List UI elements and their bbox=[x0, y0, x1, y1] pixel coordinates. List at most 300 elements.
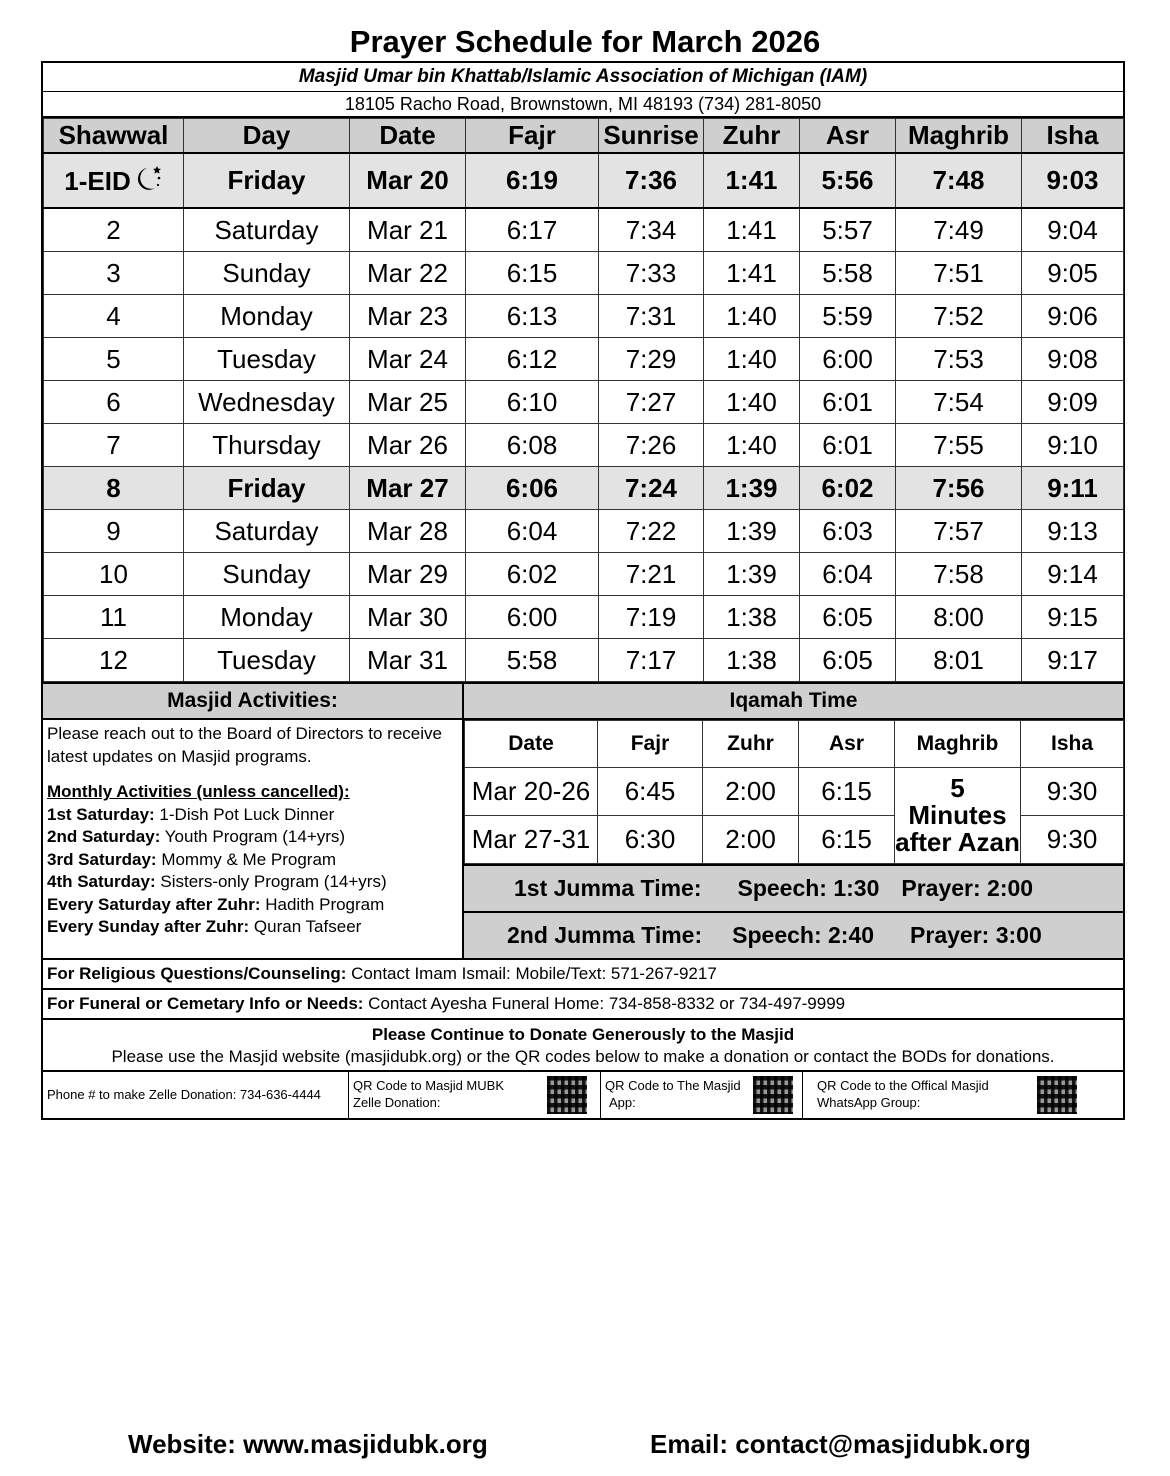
shawwal-value: 3 bbox=[106, 257, 121, 288]
cell-date bbox=[350, 424, 466, 467]
schedule-row bbox=[44, 252, 1124, 295]
cell-asr bbox=[800, 639, 896, 682]
activities-heading: Masjid Activities: bbox=[43, 684, 462, 720]
day-value: Tuesday bbox=[217, 343, 316, 374]
zuhr-value: 1:38 bbox=[726, 601, 777, 632]
cell-fajr bbox=[466, 553, 599, 596]
activity-text: Sisters-only Program (14+yrs) bbox=[155, 872, 387, 891]
cell-day bbox=[184, 553, 350, 596]
maghrib-value: 8:01 bbox=[933, 644, 984, 675]
sunrise-value: 7:27 bbox=[625, 386, 677, 417]
maghrib-note-line: after Azan bbox=[895, 827, 1020, 857]
cell-sunrise bbox=[599, 338, 704, 381]
activity-item bbox=[47, 826, 458, 849]
sunrise-value: 7:26 bbox=[625, 429, 677, 460]
cell-day bbox=[184, 467, 350, 510]
iqamah-panel bbox=[464, 684, 1123, 958]
footer-email[interactable]: Email: contact@masjidubk.org bbox=[650, 1429, 1031, 1459]
maghrib-note-line: 5 bbox=[950, 773, 965, 803]
activity-item bbox=[47, 916, 458, 939]
shawwal-value: 6 bbox=[106, 386, 121, 417]
isha-value: 9:04 bbox=[1047, 214, 1098, 245]
cell-date bbox=[350, 295, 466, 338]
iqamah-isha: 9:30 bbox=[1021, 816, 1124, 864]
isha-value: 9:10 bbox=[1047, 429, 1098, 460]
fajr-value: 6:08 bbox=[506, 429, 558, 460]
cell-maghrib bbox=[896, 252, 1022, 295]
maghrib-value: 7:54 bbox=[933, 386, 984, 417]
isha-value: 9:15 bbox=[1047, 601, 1098, 632]
qr-whatsapp-cell bbox=[803, 1072, 1123, 1118]
cell-shawwal bbox=[44, 381, 184, 424]
cell-shawwal bbox=[44, 639, 184, 682]
cell-isha bbox=[1022, 639, 1124, 682]
schedule-row bbox=[44, 338, 1124, 381]
cell-maghrib bbox=[896, 553, 1022, 596]
iqamah-zuhr: 2:00 bbox=[703, 816, 799, 864]
fajr-value: 6:17 bbox=[506, 214, 558, 245]
cell-date bbox=[350, 252, 466, 295]
date-value: Mar 26 bbox=[367, 429, 448, 460]
cell-fajr bbox=[466, 596, 599, 639]
shawwal-value: 7 bbox=[106, 429, 121, 460]
date-value: Mar 24 bbox=[367, 343, 448, 374]
date-value: Mar 20 bbox=[366, 165, 449, 195]
religious-contact bbox=[43, 958, 1123, 988]
schedule-header-row bbox=[44, 119, 1124, 154]
fajr-value: 6:04 bbox=[506, 515, 558, 546]
asr-value: 6:04 bbox=[822, 558, 873, 589]
activity-item bbox=[47, 871, 458, 894]
cell-fajr bbox=[466, 424, 599, 467]
cell-day bbox=[184, 424, 350, 467]
day-value: Thursday bbox=[212, 429, 321, 460]
fajr-value: 6:02 bbox=[506, 558, 558, 589]
footer-website[interactable]: Website: www.masjidubk.org bbox=[128, 1429, 488, 1459]
isha-value: 9:03 bbox=[1046, 165, 1099, 195]
asr-value: 5:59 bbox=[822, 300, 873, 331]
cell-asr bbox=[800, 510, 896, 553]
cell-date bbox=[350, 208, 466, 252]
fajr-value: 5:58 bbox=[506, 644, 558, 675]
cell-fajr bbox=[466, 338, 599, 381]
cell-zuhr bbox=[704, 639, 800, 682]
cell-date bbox=[350, 639, 466, 682]
iqamah-col-header: Zuhr bbox=[703, 721, 799, 768]
maghrib-value: 7:48 bbox=[932, 165, 985, 195]
shawwal-value: 10 bbox=[99, 558, 128, 589]
jumma-label: 2nd Jumma Time: bbox=[507, 922, 703, 948]
schedule-row bbox=[44, 510, 1124, 553]
shawwal-value: 12 bbox=[99, 644, 128, 675]
cell-zuhr bbox=[704, 153, 800, 208]
activity-text: Hadith Program bbox=[260, 894, 385, 914]
isha-value: 9:17 bbox=[1047, 644, 1098, 675]
cell-maghrib bbox=[896, 381, 1022, 424]
activity-label: 4th Saturday: bbox=[47, 872, 156, 891]
iqamah-date: Mar 27-31 bbox=[465, 816, 598, 864]
cell-isha bbox=[1022, 208, 1124, 252]
cell-zuhr bbox=[704, 381, 800, 424]
cell-sunrise bbox=[599, 467, 704, 510]
schedule-row bbox=[44, 381, 1124, 424]
cell-asr bbox=[800, 596, 896, 639]
asr-value: 5:58 bbox=[822, 257, 873, 288]
jumma-row-1 bbox=[464, 864, 1123, 911]
date-value: Mar 31 bbox=[367, 644, 448, 675]
cell-isha bbox=[1022, 252, 1124, 295]
cell-maghrib bbox=[896, 510, 1022, 553]
jumma-speech: Speech: 2:40 bbox=[732, 922, 875, 948]
shawwal-value: 5 bbox=[106, 343, 121, 374]
qr-label-line: QR Code to the Offical Masjid bbox=[817, 1078, 989, 1093]
date-value: Mar 25 bbox=[367, 386, 448, 417]
activities-list bbox=[47, 804, 458, 939]
qr-code-icon[interactable] bbox=[1037, 1076, 1077, 1114]
activity-text: Mommy & Me Program bbox=[156, 849, 337, 869]
zuhr-value: 1:41 bbox=[725, 165, 778, 195]
asr-value: 5:56 bbox=[821, 165, 874, 195]
activity-text: 1-Dish Pot Luck Dinner bbox=[154, 804, 335, 824]
cell-day bbox=[184, 295, 350, 338]
maghrib-value: 7:52 bbox=[933, 300, 984, 331]
iqamah-asr: 6:15 bbox=[799, 816, 895, 864]
page-title: Prayer Schedule for March 2026 bbox=[349, 24, 821, 59]
cell-maghrib bbox=[896, 208, 1022, 252]
cell-asr bbox=[800, 208, 896, 252]
activities-panel bbox=[43, 684, 464, 958]
iqamah-asr: 6:15 bbox=[799, 768, 895, 816]
cell-maghrib bbox=[896, 295, 1022, 338]
cell-sunrise bbox=[599, 381, 704, 424]
cell-day bbox=[184, 208, 350, 252]
qr-label-line: App: bbox=[609, 1095, 636, 1110]
cell-isha bbox=[1022, 596, 1124, 639]
cell-shawwal bbox=[44, 424, 184, 467]
col-header: Sunrise bbox=[599, 119, 704, 154]
cell-sunrise bbox=[599, 252, 704, 295]
iqamah-zuhr: 2:00 bbox=[703, 768, 799, 816]
col-header: Fajr bbox=[466, 119, 599, 154]
fajr-value: 6:13 bbox=[506, 300, 558, 331]
asr-value: 6:00 bbox=[822, 343, 873, 374]
cell-day bbox=[184, 596, 350, 639]
qr-label-line: Zelle Donation: bbox=[353, 1095, 441, 1110]
cell-isha bbox=[1022, 338, 1124, 381]
cell-maghrib bbox=[896, 424, 1022, 467]
cell-isha bbox=[1022, 553, 1124, 596]
sunrise-value: 7:21 bbox=[625, 558, 677, 589]
shawwal-value: 8 bbox=[106, 472, 121, 503]
cell-fajr bbox=[466, 153, 599, 208]
qr-label-line: QR Code to The Masjid bbox=[605, 1078, 741, 1093]
sunrise-value: 7:36 bbox=[624, 165, 678, 195]
cell-zuhr bbox=[704, 208, 800, 252]
zuhr-value: 1:39 bbox=[726, 558, 777, 589]
cell-sunrise bbox=[599, 424, 704, 467]
iqamah-row bbox=[465, 816, 1124, 864]
cell-asr bbox=[800, 553, 896, 596]
zuhr-value: 1:40 bbox=[726, 429, 777, 460]
donation-text: Please use the Masjid website (masjidubk.org) or the QR codes below to make a donation or contact the BODs for donations. bbox=[111, 1047, 1055, 1066]
cell-sunrise bbox=[599, 553, 704, 596]
date-value: Mar 28 bbox=[367, 515, 448, 546]
activity-text: Quran Tafseer bbox=[249, 917, 362, 936]
iqamah-fajr: 6:30 bbox=[598, 816, 703, 864]
date-value: Mar 23 bbox=[367, 300, 448, 331]
col-header: Maghrib bbox=[896, 119, 1022, 154]
activity-label: Every Sunday after Zuhr: bbox=[47, 917, 250, 936]
cell-shawwal bbox=[44, 467, 184, 510]
zuhr-value: 1:39 bbox=[726, 515, 777, 546]
contact-text: Contact Ayesha Funeral Home: 734-858-8332 or 734-497-9999 bbox=[363, 994, 846, 1013]
activity-item bbox=[47, 804, 458, 827]
col-header: Day bbox=[184, 119, 350, 154]
fajr-value: 6:06 bbox=[505, 472, 559, 503]
isha-value: 9:14 bbox=[1047, 558, 1098, 589]
schedule-row bbox=[44, 639, 1124, 682]
schedule-row bbox=[44, 208, 1124, 252]
maghrib-note-line: Minutes bbox=[908, 800, 1007, 830]
cell-date bbox=[350, 153, 466, 208]
shawwal-value: 9 bbox=[106, 515, 121, 546]
cell-shawwal bbox=[44, 153, 184, 208]
date-value: Mar 29 bbox=[367, 558, 448, 589]
activity-label: 1st Saturday: bbox=[47, 804, 155, 824]
asr-value: 6:02 bbox=[821, 472, 874, 503]
activities-intro: Please reach out to the Board of Directors to receive latest updates on Masjid programs. bbox=[47, 724, 442, 766]
cell-sunrise bbox=[599, 153, 704, 208]
cell-day bbox=[184, 153, 350, 208]
cell-date bbox=[350, 338, 466, 381]
cell-day bbox=[184, 510, 350, 553]
isha-value: 9:06 bbox=[1047, 300, 1098, 331]
schedule-document bbox=[41, 61, 1125, 1120]
maghrib-value: 7:55 bbox=[933, 429, 984, 460]
cell-zuhr bbox=[704, 596, 800, 639]
cell-maghrib bbox=[896, 639, 1022, 682]
funeral-contact bbox=[43, 988, 1123, 1018]
cell-date bbox=[350, 381, 466, 424]
cell-fajr bbox=[466, 381, 599, 424]
col-header: Date bbox=[350, 119, 466, 154]
cell-sunrise bbox=[599, 510, 704, 553]
donation-heading: Please Continue to Donate Generously to the Masjid bbox=[371, 1025, 795, 1044]
schedule-row bbox=[44, 153, 1124, 208]
sunrise-value: 7:19 bbox=[625, 601, 677, 632]
cell-asr bbox=[800, 381, 896, 424]
activity-text: Youth Program (14+yrs) bbox=[160, 827, 346, 846]
sunrise-value: 7:31 bbox=[625, 300, 677, 331]
cell-maghrib bbox=[896, 596, 1022, 639]
cell-isha bbox=[1022, 510, 1124, 553]
cell-isha bbox=[1022, 381, 1124, 424]
cell-day bbox=[184, 639, 350, 682]
cell-fajr bbox=[466, 295, 599, 338]
day-value: Sunday bbox=[222, 558, 311, 589]
cell-zuhr bbox=[704, 295, 800, 338]
cell-maghrib bbox=[896, 338, 1022, 381]
crescent-star-icon bbox=[133, 164, 163, 194]
day-value: Tuesday bbox=[217, 644, 316, 675]
org-name: Masjid Umar bin Khattab/Islamic Association of Michigan (IAM) bbox=[43, 63, 1123, 92]
iqamah-col-header: Asr bbox=[799, 721, 895, 768]
cell-fajr bbox=[466, 467, 599, 510]
maghrib-value: 7:49 bbox=[933, 214, 984, 245]
asr-value: 6:03 bbox=[822, 515, 873, 546]
activity-label: Every Saturday after Zuhr: bbox=[47, 894, 261, 914]
cell-day bbox=[184, 381, 350, 424]
cell-sunrise bbox=[599, 208, 704, 252]
activity-label: 2nd Saturday: bbox=[47, 827, 161, 846]
qr-code-icon[interactable] bbox=[753, 1076, 793, 1114]
cell-zuhr bbox=[704, 467, 800, 510]
cell-fajr bbox=[466, 252, 599, 295]
cell-date bbox=[350, 510, 466, 553]
cell-shawwal bbox=[44, 295, 184, 338]
cell-day bbox=[184, 252, 350, 295]
day-value: Friday bbox=[227, 472, 306, 503]
cell-sunrise bbox=[599, 295, 704, 338]
isha-value: 9:05 bbox=[1047, 257, 1098, 288]
iqamah-col-header: Fajr bbox=[598, 721, 703, 768]
zuhr-value: 1:40 bbox=[726, 343, 777, 374]
iqamah-fajr: 6:45 bbox=[598, 768, 703, 816]
contact-text: Contact Imam Ismail: Mobile/Text: 571-267-9217 bbox=[346, 964, 717, 983]
qr-label-line: QR Code to Masjid MUBK bbox=[353, 1078, 504, 1093]
sunrise-value: 7:34 bbox=[625, 214, 677, 245]
day-value: Saturday bbox=[214, 214, 319, 245]
cell-shawwal bbox=[44, 510, 184, 553]
fajr-value: 6:10 bbox=[506, 386, 558, 417]
sunrise-value: 7:17 bbox=[625, 644, 677, 675]
cell-zuhr bbox=[704, 338, 800, 381]
iqamah-date: Mar 20-26 bbox=[465, 768, 598, 816]
cell-fajr bbox=[466, 510, 599, 553]
cell-zuhr bbox=[704, 424, 800, 467]
schedule-row bbox=[44, 553, 1124, 596]
asr-value: 6:01 bbox=[822, 429, 873, 460]
cell-shawwal bbox=[44, 553, 184, 596]
zuhr-value: 1:39 bbox=[725, 472, 778, 503]
cell-date bbox=[350, 467, 466, 510]
cell-isha bbox=[1022, 467, 1124, 510]
asr-value: 6:01 bbox=[822, 386, 873, 417]
shawwal-value: 2 bbox=[106, 214, 121, 245]
schedule-body bbox=[44, 153, 1124, 682]
jumma-prayer: Prayer: 3:00 bbox=[910, 922, 1042, 948]
asr-value: 6:05 bbox=[822, 601, 873, 632]
monthly-activities-title: Monthly Activities (unless cancelled): bbox=[47, 782, 350, 801]
maghrib-value: 8:00 bbox=[933, 601, 984, 632]
cell-maghrib bbox=[896, 467, 1022, 510]
col-header: Shawwal bbox=[44, 119, 184, 154]
iqamah-table bbox=[464, 720, 1124, 864]
maghrib-value: 7:56 bbox=[932, 472, 985, 503]
day-value: Friday bbox=[227, 165, 306, 195]
cell-shawwal bbox=[44, 208, 184, 252]
isha-value: 9:11 bbox=[1047, 472, 1098, 503]
iqamah-col-header: Isha bbox=[1021, 721, 1124, 768]
cell-isha bbox=[1022, 295, 1124, 338]
cell-asr bbox=[800, 338, 896, 381]
zuhr-value: 1:41 bbox=[726, 257, 777, 288]
day-value: Saturday bbox=[214, 515, 319, 546]
jumma-prayer: Prayer: 2:00 bbox=[901, 875, 1034, 901]
qr-row bbox=[43, 1070, 1123, 1118]
cell-date bbox=[350, 596, 466, 639]
jumma-label: 1st Jumma Time: bbox=[514, 875, 702, 901]
activity-item bbox=[47, 849, 458, 872]
shawwal-value: 1-EID bbox=[64, 166, 131, 196]
qr-app-cell bbox=[601, 1072, 803, 1118]
isha-value: 9:09 bbox=[1047, 386, 1098, 417]
date-value: Mar 22 bbox=[367, 257, 448, 288]
zuhr-value: 1:41 bbox=[726, 214, 777, 245]
cell-asr bbox=[800, 295, 896, 338]
cell-asr bbox=[800, 424, 896, 467]
zuhr-value: 1:40 bbox=[726, 386, 777, 417]
jumma-row-2 bbox=[464, 911, 1123, 958]
cell-fajr bbox=[466, 639, 599, 682]
cell-shawwal bbox=[44, 596, 184, 639]
schedule-row bbox=[44, 467, 1124, 510]
maghrib-value: 7:57 bbox=[933, 515, 984, 546]
cell-zuhr bbox=[704, 510, 800, 553]
qr-label-line: WhatsApp Group: bbox=[817, 1095, 921, 1110]
org-address: 18105 Racho Road, Brownstown, MI 48193 (734) 281-8050 bbox=[43, 92, 1123, 118]
sunrise-value: 7:22 bbox=[625, 515, 677, 546]
maghrib-value: 7:51 bbox=[933, 257, 984, 288]
activity-label: 3rd Saturday: bbox=[47, 849, 157, 869]
cell-maghrib bbox=[896, 153, 1022, 208]
cell-day bbox=[184, 338, 350, 381]
fajr-value: 6:00 bbox=[506, 601, 558, 632]
cell-isha bbox=[1022, 424, 1124, 467]
date-value: Mar 30 bbox=[367, 601, 448, 632]
schedule-row bbox=[44, 424, 1124, 467]
qr-code-icon[interactable] bbox=[547, 1076, 587, 1114]
iqamah-header-row bbox=[465, 721, 1124, 768]
col-header: Isha bbox=[1022, 119, 1124, 154]
shawwal-value: 11 bbox=[100, 601, 127, 632]
cell-shawwal bbox=[44, 338, 184, 381]
fajr-value: 6:19 bbox=[505, 165, 559, 195]
prayer-schedule-table bbox=[43, 118, 1124, 682]
sunrise-value: 7:29 bbox=[625, 343, 677, 374]
isha-value: 9:13 bbox=[1047, 515, 1098, 546]
cell-shawwal bbox=[44, 252, 184, 295]
cell-date bbox=[350, 553, 466, 596]
jumma-speech: Speech: 1:30 bbox=[737, 875, 880, 901]
day-value: Monday bbox=[220, 300, 313, 331]
maghrib-value: 7:53 bbox=[933, 343, 984, 374]
iqamah-isha: 9:30 bbox=[1021, 768, 1124, 816]
cell-asr bbox=[800, 467, 896, 510]
sunrise-value: 7:33 bbox=[625, 257, 677, 288]
iqamah-col-header: Maghrib bbox=[895, 721, 1021, 768]
day-value: Monday bbox=[220, 601, 313, 632]
cell-asr bbox=[800, 153, 896, 208]
fajr-value: 6:12 bbox=[506, 343, 558, 374]
zuhr-value: 1:40 bbox=[726, 300, 777, 331]
iqamah-maghrib-note bbox=[895, 768, 1021, 864]
date-value: Mar 27 bbox=[366, 472, 449, 503]
col-header: Asr bbox=[800, 119, 896, 154]
iqamah-heading: Iqamah Time bbox=[464, 684, 1123, 720]
col-header: Zuhr bbox=[704, 119, 800, 154]
asr-value: 6:05 bbox=[822, 644, 873, 675]
